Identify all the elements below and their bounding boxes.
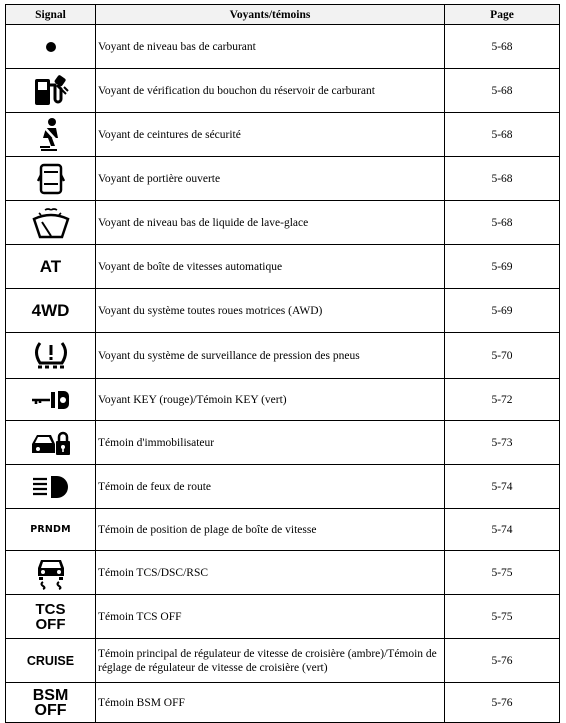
high-beam-icon — [31, 474, 71, 500]
table-row — [6, 551, 560, 595]
description: Témoin principal de régulateur de vitesse de croisière (ambre)/Témoin de réglage de régulateur de vitesse de croisière (vert) — [96, 639, 445, 683]
table-row — [6, 421, 560, 465]
page-ref: 5-68 — [445, 201, 560, 245]
signal-cell — [6, 551, 96, 595]
signal-cell — [6, 465, 96, 509]
signal-cell — [6, 289, 96, 333]
description: Voyant de niveau bas de liquide de lave-glace — [96, 201, 445, 245]
description: Témoin BSM OFF — [96, 683, 445, 723]
page-ref: 5-69 — [445, 245, 560, 289]
prndm-symbol: PRNDM — [30, 524, 71, 536]
immobilizer-icon — [30, 427, 72, 459]
page-ref: 5-74 — [445, 509, 560, 551]
seatbelt-icon — [36, 117, 66, 153]
description: Témoin de position de plage de boîte de vitesse — [96, 509, 445, 551]
signal-cell — [6, 379, 96, 421]
tcs-line: TCS — [35, 600, 66, 618]
page-ref: 5-75 — [445, 551, 560, 595]
description: Voyant de ceintures de sécurité — [96, 113, 445, 157]
page-ref: 5-68 — [445, 113, 560, 157]
description: Voyant de niveau bas de carburant — [96, 25, 445, 69]
table-row — [6, 157, 560, 201]
description: Voyant de boîte de vitesses automatique — [96, 245, 445, 289]
signal-cell — [6, 25, 96, 69]
signal-cell — [6, 639, 96, 683]
description: Témoin d'immobilisateur — [96, 421, 445, 465]
description: Voyant KEY (rouge)/Témoin KEY (vert) — [96, 379, 445, 421]
tire-pressure-icon — [31, 338, 71, 374]
table-row — [6, 69, 560, 113]
indicator-table — [5, 4, 560, 723]
header-page: Page — [445, 5, 560, 25]
page-ref: 5-72 — [445, 379, 560, 421]
table-row — [6, 333, 560, 379]
key-icon — [30, 386, 72, 414]
description: Voyant de vérification du bouchon du réservoir de carburant — [96, 69, 445, 113]
at-symbol: AT — [39, 257, 62, 277]
signal-cell — [6, 333, 96, 379]
off-line: OFF — [34, 701, 67, 719]
skid-car-icon — [35, 556, 67, 590]
description: Voyant du système de surveillance de pression des pneus — [96, 333, 445, 379]
table-row — [6, 245, 560, 289]
4wd-symbol: 4WD — [31, 301, 70, 321]
table-row — [6, 25, 560, 69]
signal-cell — [6, 201, 96, 245]
page-ref: 5-76 — [445, 639, 560, 683]
page-ref: 5-76 — [445, 683, 560, 723]
signal-cell — [6, 683, 96, 723]
description: Témoin de feux de route — [96, 465, 445, 509]
signal-cell — [6, 421, 96, 465]
washer-fluid-icon — [31, 207, 71, 239]
door-open-icon — [37, 162, 65, 196]
table-row — [6, 683, 560, 723]
off-line: OFF — [35, 615, 66, 633]
page-ref: 5-68 — [445, 157, 560, 201]
signal-cell — [6, 509, 96, 551]
fuel-cap-icon — [31, 73, 71, 109]
table-row — [6, 465, 560, 509]
tcs-off-symbol — [36, 602, 66, 632]
signal-cell — [6, 69, 96, 113]
description: Témoin TCS/DSC/RSC — [96, 551, 445, 595]
table-row — [6, 595, 560, 639]
bsm-off-symbol — [33, 688, 69, 718]
table-row — [6, 379, 560, 421]
table-header-row — [6, 5, 560, 25]
page-ref: 5-68 — [445, 69, 560, 113]
page-ref: 5-69 — [445, 289, 560, 333]
bsm-line: BSM — [32, 686, 69, 704]
header-voyants: Voyants/témoins — [96, 5, 445, 25]
cruise-symbol: CRUISE — [26, 653, 75, 668]
description: Voyant du système toutes roues motrices (AWD) — [96, 289, 445, 333]
page-ref: 5-68 — [445, 25, 560, 69]
page-ref: 5-70 — [445, 333, 560, 379]
page-ref: 5-75 — [445, 595, 560, 639]
dot-icon — [44, 40, 58, 54]
table-row — [6, 201, 560, 245]
signal-cell — [6, 157, 96, 201]
header-signal: Signal — [6, 5, 96, 25]
table-row — [6, 113, 560, 157]
table-row — [6, 639, 560, 683]
signal-cell — [6, 595, 96, 639]
signal-cell — [6, 113, 96, 157]
description: Voyant de portière ouverte — [96, 157, 445, 201]
page-ref: 5-73 — [445, 421, 560, 465]
table-row — [6, 289, 560, 333]
description: Témoin TCS OFF — [96, 595, 445, 639]
table-row — [6, 509, 560, 551]
page-ref: 5-74 — [445, 465, 560, 509]
signal-cell — [6, 245, 96, 289]
